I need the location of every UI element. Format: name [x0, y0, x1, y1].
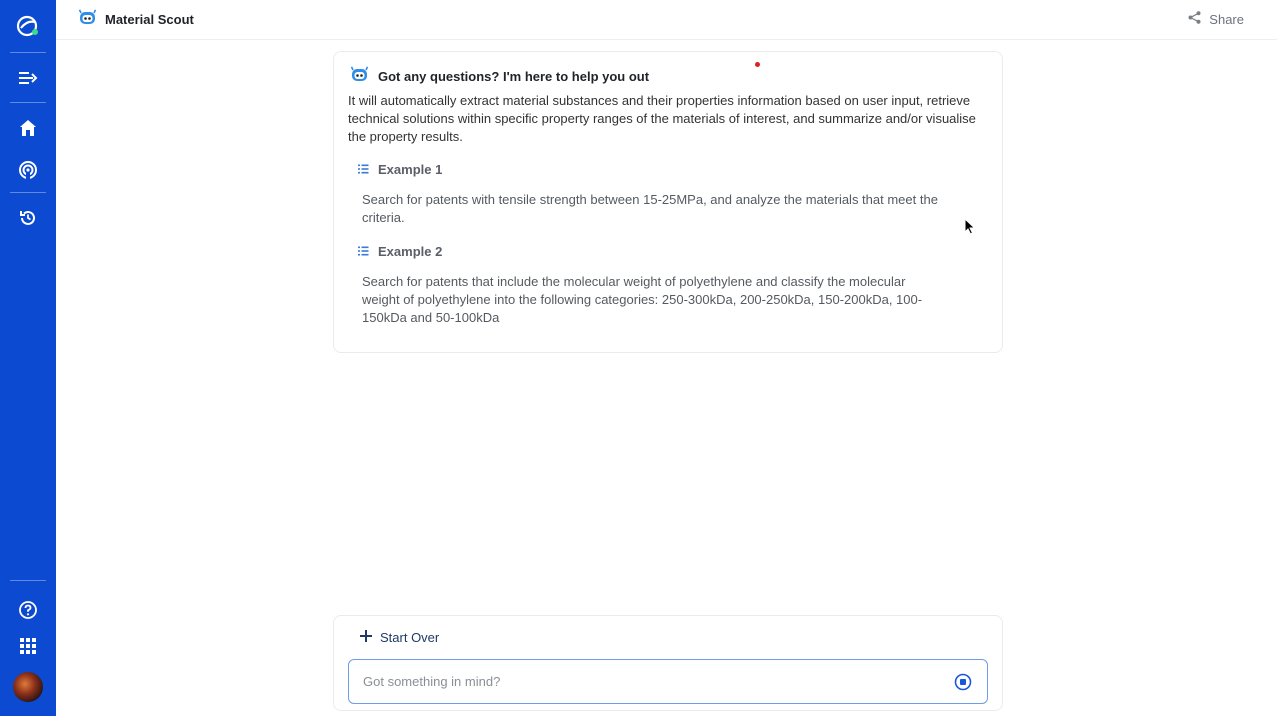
logo-icon[interactable] — [14, 12, 42, 40]
sidebar-divider — [10, 580, 46, 581]
sidebar — [0, 0, 56, 716]
welcome-intro: It will automatically extract material substances and their properties information based on user input, retrieve technical solutions within specific property ranges of the materials of interest, and summarize and/or visualise the property results. — [348, 93, 976, 144]
mouse-cursor-icon — [964, 218, 976, 240]
robot-icon — [350, 66, 369, 87]
list-icon — [358, 162, 369, 177]
welcome-title: Got any questions? I'm here to help you out — [378, 69, 650, 84]
list-icon — [358, 244, 369, 259]
collapse-menu-icon[interactable] — [8, 58, 48, 98]
start-over-button[interactable] — [360, 630, 439, 645]
sidebar-divider — [10, 192, 46, 193]
welcome-heading — [350, 66, 649, 87]
example-2-text[interactable]: Search for patents that include the molecular weight of polyethylene and classify the molecular weight of polyethylene into the following categories: 250-300kDa, 200-250kDa, 150-200kDa, 100-150kDa and 50-100kDa — [362, 274, 923, 325]
sidebar-divider — [10, 102, 46, 103]
robot-icon — [78, 9, 97, 30]
history-icon[interactable] — [8, 198, 48, 238]
plus-icon — [360, 630, 372, 645]
example-label: Example 1 — [378, 162, 443, 177]
example-1-text[interactable]: Search for patents with tensile strength between 15-25MPa, and analyze the materials that meet the criteria. — [362, 192, 938, 225]
share-label: Share — [1209, 11, 1244, 27]
home-icon[interactable] — [8, 108, 48, 148]
share-button[interactable] — [1188, 11, 1244, 27]
example-label: Example 2 — [378, 244, 443, 259]
message-input-wrapper — [348, 659, 988, 704]
welcome-card — [333, 51, 1003, 353]
sidebar-divider — [10, 52, 46, 53]
composer-panel — [333, 615, 1003, 711]
help-icon[interactable] — [8, 590, 48, 630]
start-over-label: Start Over — [380, 630, 440, 645]
apps-grid-icon[interactable] — [8, 626, 48, 666]
top-bar — [56, 0, 1277, 40]
notification-dot — [755, 62, 760, 67]
avatar[interactable] — [13, 672, 43, 702]
radar-icon[interactable] — [8, 150, 48, 190]
example-2-title[interactable] — [358, 244, 442, 259]
send-icon[interactable] — [954, 673, 972, 691]
message-input[interactable] — [363, 674, 943, 689]
example-1-title[interactable] — [358, 162, 442, 177]
share-icon — [1188, 11, 1201, 27]
app-title: Material Scout — [105, 12, 194, 27]
